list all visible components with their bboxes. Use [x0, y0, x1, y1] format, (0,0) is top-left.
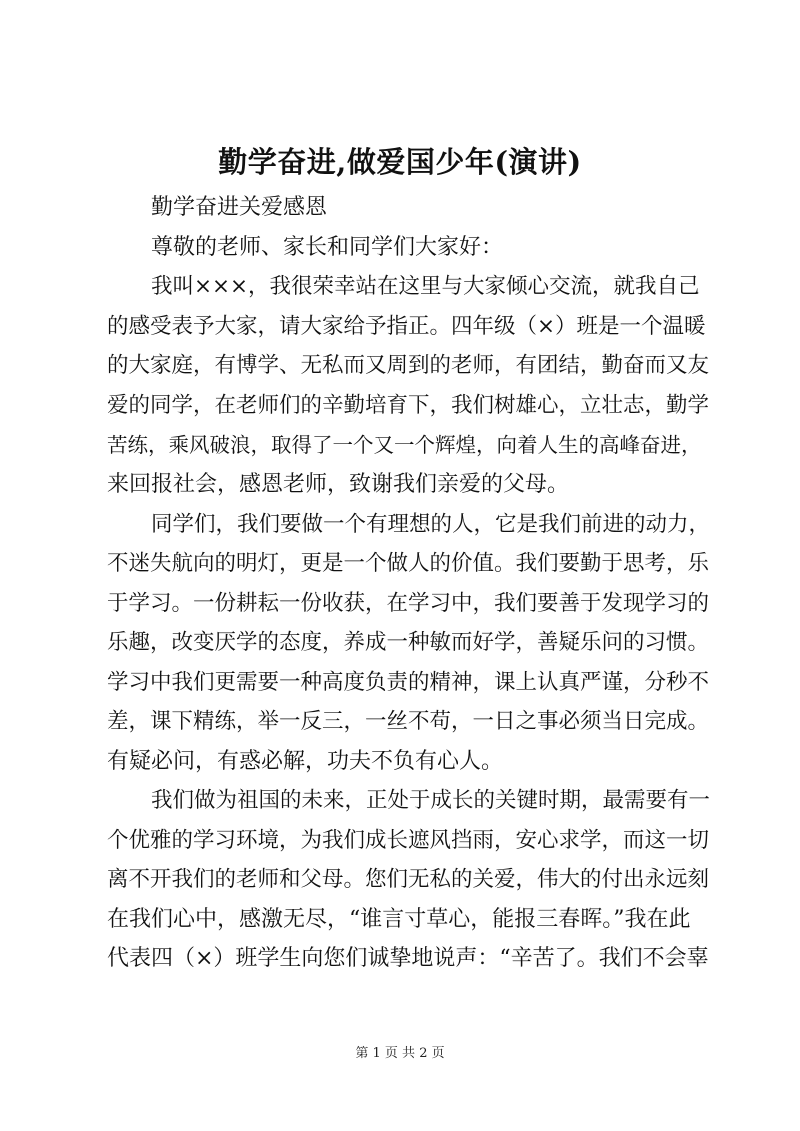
text-line: 代表四（×）班学生向您们诚挚地说声：“辛苦了。我们不会辜 [107, 946, 709, 971]
text-line: 离不开我们的老师和父母。您们无私的关爱，伟大的付出永远刻 [107, 867, 710, 892]
text-line: 学习中我们更需要一种高度负责的精神，课上认真严谨，分秒不 [107, 670, 710, 695]
text-line: 的感受表予大家，请大家给予指正。四年级（×）班是一个温暖 [107, 314, 706, 339]
text-line: 我们做为祖国的未来，正处于成长的关键时期，最需要有一 [151, 788, 711, 813]
text-line: 苦练，乘风破浪，取得了一个又一个辉煌，向着人生的高峰奋进， [107, 433, 702, 457]
text-line: 尊敬的老师、家长和同学们大家好： [151, 235, 504, 260]
text-line: 的大家庭，有博学、无私而又周到的老师，有团结，勤奋而又友 [107, 353, 710, 378]
document-title: 勤学奋进,做爱国少年(演讲) [218, 145, 582, 179]
text-line: 爱的同学，在老师们的辛勤培育下，我们树雄心，立壮志，勤学 [107, 393, 710, 418]
text-line: 个优雅的学习环境，为我们成长遮风挡雨，安心求学，而这一切 [107, 828, 710, 853]
text-line: 乐趣，改变厌学的态度，养成一种敏而好学，善疑乐问的习惯。 [107, 630, 710, 655]
text-line: 在我们心中，感激无尽，“谁言寸草心，能报三春晖。”我在此 [107, 907, 691, 932]
text-line: 我叫×××，我很荣幸站在这里与大家倾心交流，就我自己 [151, 274, 700, 299]
text-line: 不迷失航向的明灯，更是一个做人的价值。我们要勤于思考，乐 [107, 551, 710, 576]
text-line: 于学习。一份耕耘一份收获，在学习中，我们要善于发现学习的 [107, 591, 710, 616]
text-line: 同学们，我们要做一个有理想的人，它是我们前进的动力， [151, 512, 711, 537]
text-line: 来回报社会，感恩老师，致谢我们亲爱的父母。 [107, 472, 570, 497]
text-line: 差，课下精练，举一反三，一丝不苟，一日之事必须当日完成。 [107, 709, 710, 734]
text-line: 有疑必问，有惑必解，功夫不负有心人。 [107, 749, 504, 774]
text-line: 勤学奋进关爱感恩 [151, 195, 328, 220]
page-footer: 第 1 页 共 2 页 [355, 1046, 445, 1061]
